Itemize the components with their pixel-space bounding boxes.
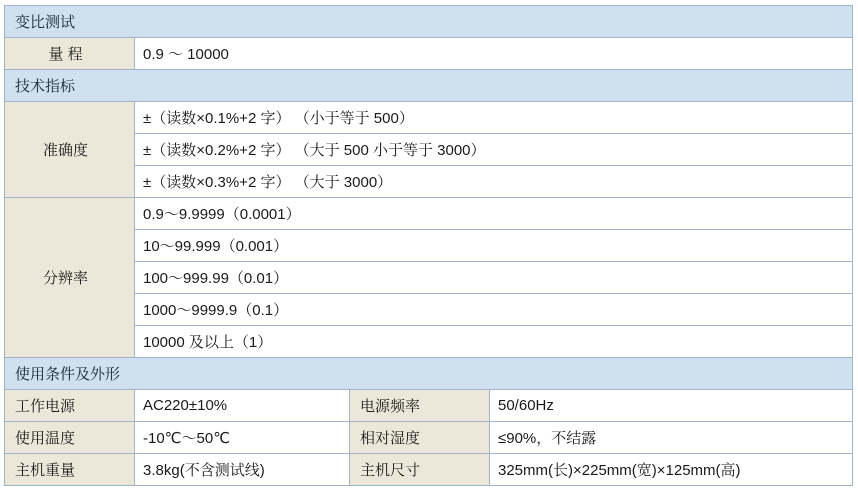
row-accuracy-1 bbox=[5, 102, 853, 134]
value-relative-humidity: ≤90%，不结露 bbox=[490, 422, 853, 454]
value-accuracy-3: ±（读数×0.3%+2 字） （大于 3000） bbox=[135, 166, 853, 198]
row-range bbox=[5, 38, 853, 70]
value-accuracy-2: ±（读数×0.2%+2 字） （大于 500 小于等于 3000） bbox=[135, 134, 853, 166]
value-resolution-5: 10000 及以上（1） bbox=[135, 326, 853, 358]
label-working-power: 工作电源 bbox=[5, 390, 135, 422]
specification-table bbox=[4, 5, 853, 486]
row-weight-dimensions bbox=[5, 454, 853, 486]
label-operating-temperature: 使用温度 bbox=[5, 422, 135, 454]
label-resolution: 分辨率 bbox=[5, 198, 135, 358]
value-resolution-4: 1000～9999.9（0.1） bbox=[135, 294, 853, 326]
section-title-tech-specs: 技术指标 bbox=[5, 70, 853, 102]
label-accuracy: 准确度 bbox=[5, 102, 135, 198]
row-power-supply bbox=[5, 390, 853, 422]
section-header-ratio-test bbox=[5, 6, 853, 38]
value-accuracy-1: ±（读数×0.1%+2 字） （小于等于 500） bbox=[135, 102, 853, 134]
section-title-conditions: 使用条件及外形 bbox=[5, 358, 853, 390]
section-title-ratio-test: 变比测试 bbox=[5, 6, 853, 38]
label-relative-humidity: 相对湿度 bbox=[350, 422, 490, 454]
row-temperature-humidity bbox=[5, 422, 853, 454]
section-header-tech-specs bbox=[5, 70, 853, 102]
value-resolution-3: 100～999.99（0.01） bbox=[135, 262, 853, 294]
value-resolution-2: 10～99.999（0.001） bbox=[135, 230, 853, 262]
label-power-frequency: 电源频率 bbox=[350, 390, 490, 422]
label-unit-dimensions: 主机尺寸 bbox=[350, 454, 490, 486]
section-header-conditions bbox=[5, 358, 853, 390]
label-unit-weight: 主机重量 bbox=[5, 454, 135, 486]
value-resolution-1: 0.9～9.9999（0.0001） bbox=[135, 198, 853, 230]
row-resolution-1 bbox=[5, 198, 853, 230]
value-operating-temperature: -10℃～50℃ bbox=[135, 422, 350, 454]
value-working-power: AC220±10% bbox=[135, 390, 350, 422]
value-range: 0.9 ～ 10000 bbox=[135, 38, 853, 70]
value-unit-dimensions: 325mm(长)×225mm(宽)×125mm(高) bbox=[490, 454, 853, 486]
value-unit-weight: 3.8kg(不含测试线) bbox=[135, 454, 350, 486]
value-power-frequency: 50/60Hz bbox=[490, 390, 853, 422]
label-range: 量 程 bbox=[5, 38, 135, 70]
